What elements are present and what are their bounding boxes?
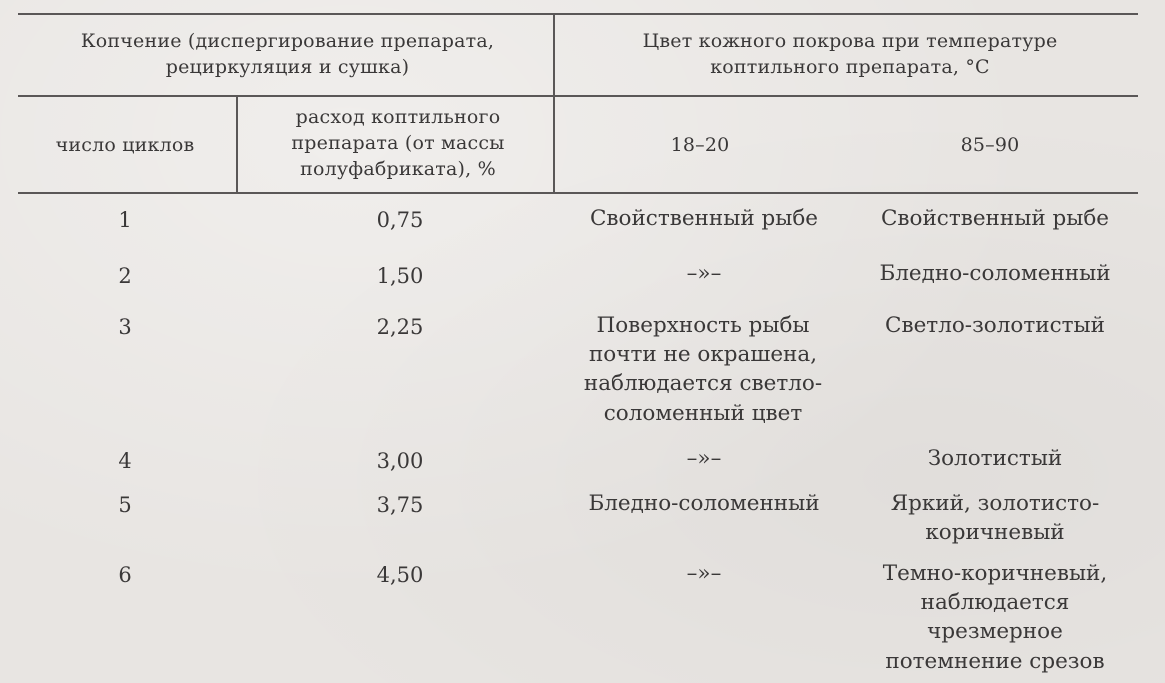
table-header-bottom-rule	[18, 192, 1138, 194]
row-5-consumption: 3,75	[376, 493, 424, 517]
row-6-color-18-20: –»–	[686, 561, 722, 586]
row-6-consumption: 4,50	[376, 563, 424, 587]
row-2-consumption: 1,50	[376, 264, 424, 288]
table-group-rule	[18, 95, 1138, 97]
table-divider-main	[553, 13, 555, 194]
header-temp-85-90: 85–90	[960, 134, 1020, 156]
row-1-consumption: 0,75	[376, 208, 424, 232]
header-temp-18-20: 18–20	[670, 134, 730, 156]
row-6-cycles: 6	[118, 563, 132, 587]
row-4-cycles: 4	[118, 449, 132, 473]
row-3-color-18-20: Поверхность рыбы почти не окрашена, наблюдается светло-соломенный цвет	[583, 313, 823, 426]
table-divider-sub	[236, 95, 238, 194]
row-1-cycles: 1	[118, 208, 132, 232]
header-consumption: расход коптильного препарата (от массы полуфабриката), %	[291, 106, 505, 181]
row-3-cycles: 3	[118, 315, 132, 339]
row-2-color-85-90: Бледно-соломенный	[879, 261, 1111, 286]
table-top-rule	[18, 13, 1138, 15]
row-2-color-18-20: –»–	[686, 261, 722, 286]
header-group-smoking: Копчение (диспергирование препарата, рециркуляция и сушка)	[80, 30, 495, 79]
row-3-color-85-90: Светло-золотистый	[885, 313, 1105, 338]
row-4-color-85-90: Золотистый	[927, 446, 1063, 471]
row-5-color-18-20: Бледно-соломенный	[588, 491, 820, 516]
row-4-color-18-20: –»–	[686, 446, 722, 471]
row-6-color-85-90: Темно-коричневый, наблюдается чрезмерное потемнение срезов	[882, 561, 1108, 674]
row-5-cycles: 5	[118, 493, 132, 517]
row-1-color-85-90: Свойственный рыбе	[880, 206, 1110, 231]
row-2-cycles: 2	[118, 264, 132, 288]
row-3-consumption: 2,25	[376, 315, 424, 339]
header-cycles-count: число циклов	[55, 134, 195, 156]
row-4-consumption: 3,00	[376, 449, 424, 473]
row-1-color-18-20: Свойственный рыбе	[589, 206, 819, 231]
header-group-skin-color: Цвет кожного покрова при температуре коптильного препарата, °С	[642, 30, 1058, 79]
row-5-color-85-90: Яркий, золотисто-коричневый	[890, 491, 1100, 546]
